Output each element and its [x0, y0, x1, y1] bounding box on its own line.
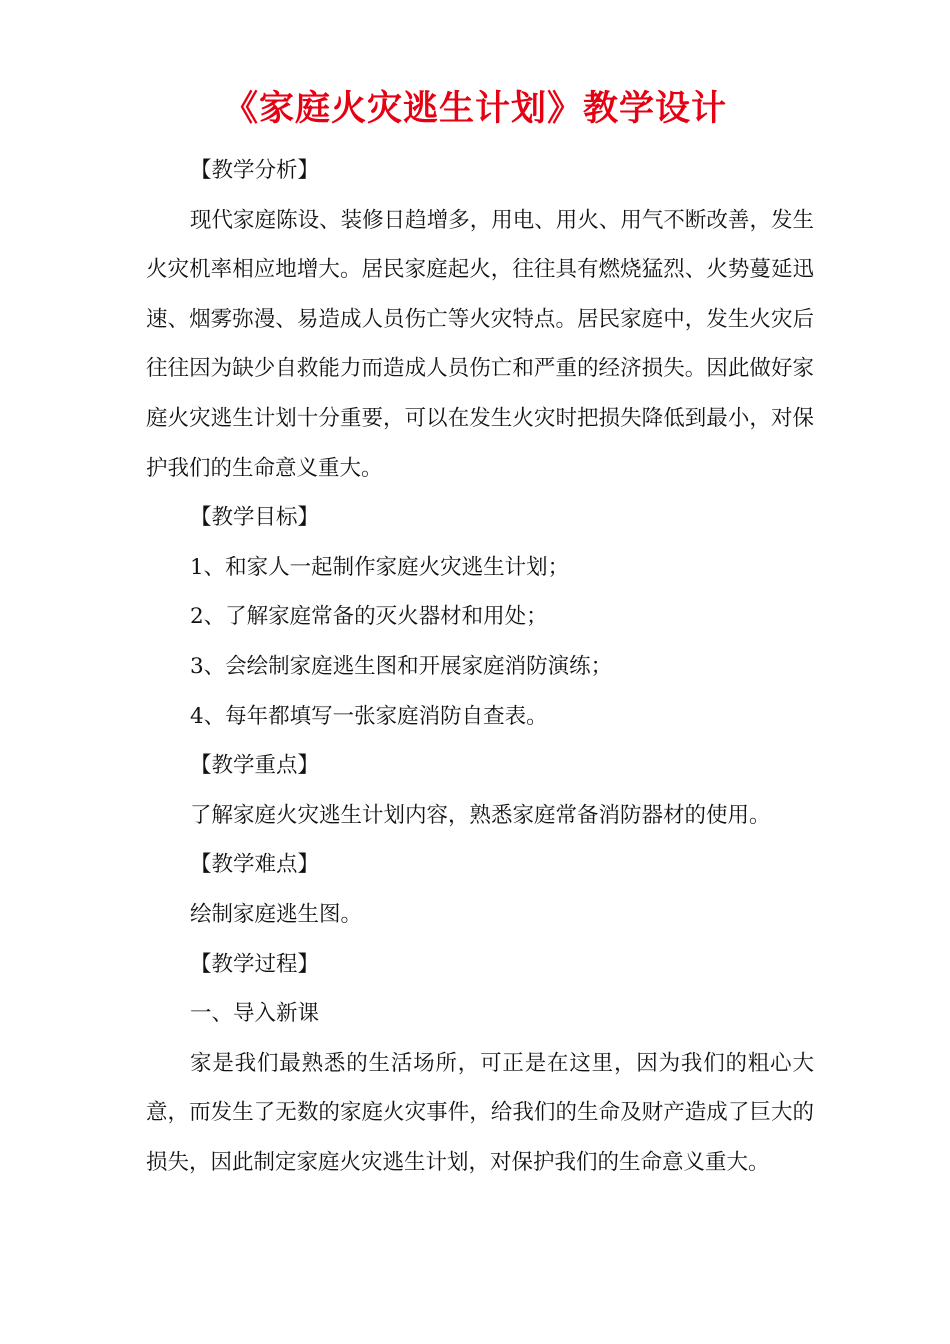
intro-paragraph: 家是我们最熟悉的生活场所，可正是在这里，因为我们的粗心大意，而发生了无数的家庭火灾事件，给我们的生命及财产造成了巨大的损失，因此制定家庭火灾逃生计划，对保护我们的生命意义重大。 [146, 1050, 814, 1175]
objective-item-1: 1、和家人一起制作家庭火灾逃生计划； [190, 554, 570, 580]
section-heading-process: 【教学过程】 [190, 951, 320, 977]
section-heading-key-points: 【教学重点】 [190, 753, 320, 779]
process-subheading-intro: 一、导入新课 [190, 1001, 320, 1027]
objective-item-2: 2、了解家庭常备的灭火器材和用处； [190, 604, 548, 630]
section-heading-objectives: 【教学目标】 [190, 505, 320, 531]
document-body [146, 146, 814, 1187]
section-heading-difficulties: 【教学难点】 [190, 852, 320, 878]
document-title: 《家庭火灾逃生计划》教学设计 [222, 88, 727, 129]
difficulties-paragraph: 绘制家庭逃生图。 [190, 901, 363, 927]
section-heading-analysis: 【教学分析】 [190, 158, 320, 183]
objective-item-3: 3、会绘制家庭逃生图和开展家庭消防演练； [190, 653, 613, 679]
objective-item-4: 4、每年都填写一张家庭消防自查表。 [190, 703, 548, 729]
key-points-paragraph: 了解家庭火灾逃生计划内容，熟悉家庭常备消防器材的使用。 [190, 802, 771, 828]
analysis-paragraph: 现代家庭陈设、装修日趋增多，用电、用火、用气不断改善，发生火灾机率相应地增大。居民家庭起火，往往具有燃烧猛烈、火势蔓延迅速、烟雾弥漫、易造成人员伤亡等火灾特点。居民家庭中，发生火灾后往往因为缺少自救能力而造成人员伤亡和严重的经济损失。因此做好家庭火灾逃生计划十分重要，可以在发生火灾时把损失降低到最小，对保护我们的生命意义重大。 [146, 207, 814, 481]
